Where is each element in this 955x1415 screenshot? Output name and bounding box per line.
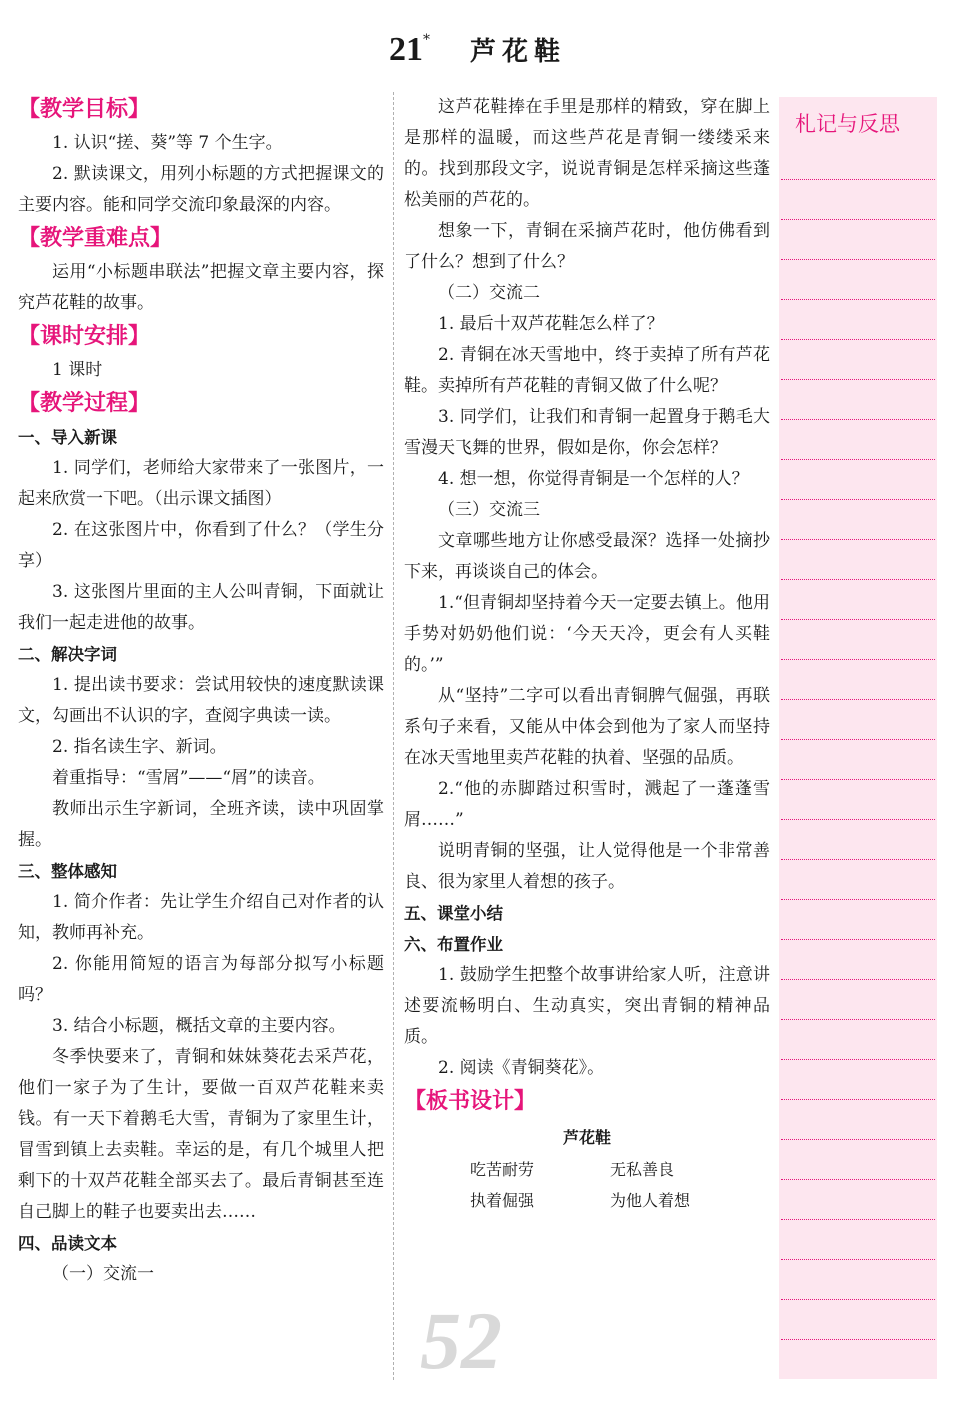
paragraph: 3. 结合小标题，概括文章的主要内容。 (52, 1016, 346, 1036)
paragraph: 想象一下，青铜在采摘芦花时，他仿佛看到了什么？想到了什么？ (404, 221, 770, 272)
section-head-process: 【教学过程】 (18, 391, 151, 416)
board-row (404, 1154, 770, 1185)
goal-item: 2. 默读课文，用列小标题的方式把握课文的主要内容。能和同学交流印象最深的内容。 (18, 164, 384, 215)
notes-ruled-line (781, 259, 935, 260)
notes-ruled-line (781, 379, 935, 380)
sub-heading: （二）交流二 (438, 283, 540, 303)
lesson-number: 21 (388, 31, 423, 68)
middle-column (404, 92, 770, 1216)
paragraph: 2. 在这张图片中，你看到了什么？（学生分享） (18, 520, 384, 571)
paragraph: 冬季快要来了，青铜和妹妹葵花去采芦花，他们一家子为了生计，要做一百双芦花鞋来卖钱。有一天下着鹅毛大雪，青铜为了家里生计，冒雪到镇上去卖鞋。幸运的是，有几个城里人把剩下的十双芦花鞋全部买去了。最后青铜甚至连自己脚上的鞋子也要卖出去…… (18, 1047, 384, 1222)
board-cell: 无私善良 (610, 1160, 675, 1179)
paragraph: 这芦花鞋捧在手里是那样的精致，穿在脚上是那样的温暖，而这些芦花是青铜一缕缕采来的。找到那段文字，说说青铜是怎样采摘这些蓬松美丽的芦花的。 (404, 97, 770, 210)
notes-ruled-line (781, 179, 935, 180)
notes-ruled-line (781, 779, 935, 780)
notes-ruled-line (781, 1059, 935, 1060)
notes-ruled-line (781, 539, 935, 540)
sub-heading: （一）交流一 (52, 1264, 154, 1284)
notes-ruled-line (781, 1299, 935, 1300)
board-title: 芦花鞋 (562, 1128, 611, 1147)
notes-ruled-line (781, 339, 935, 340)
notes-panel-title: 札记与反思 (795, 112, 900, 136)
board-cell: 执着倔强 (470, 1191, 535, 1210)
lesson-title: 芦花鞋 (469, 37, 566, 67)
paragraph: 1. 同学们，老师给大家带来了一张图片，一起来欣赏一下吧。（出示课文插图） (18, 458, 384, 509)
excerpt: 1.“但青铜却坚持着今天一定要去镇上。他用手势对奶奶他们说：‘今天天冷，更会有人买鞋的。’” (404, 593, 770, 675)
step-title: 四、品读文本 (18, 1234, 117, 1253)
notes-ruled-line (781, 819, 935, 820)
page-number: 52 (420, 1295, 502, 1386)
board-cell: 为他人着想 (610, 1191, 691, 1210)
paragraph: 着重指导：“雪屑”——“屑”的读音。 (52, 768, 325, 788)
notes-ruled-line (781, 619, 935, 620)
paragraph: 3. 这张图片里面的主人公叫青铜，下面就让我们一起走进他的故事。 (18, 582, 384, 633)
question-item: 3. 同学们，让我们和青铜一起置身于鹅毛大雪漫天飞舞的世界，假如是你，你会怎样？ (404, 407, 770, 458)
step-title: 一、导入新课 (18, 428, 117, 447)
paragraph: 2. 你能用简短的语言为每部分拟写小标题吗？ (18, 954, 384, 1005)
notes-ruled-line (781, 1219, 935, 1220)
notes-panel (779, 97, 937, 1379)
board-cell: 吃苦耐劳 (470, 1160, 535, 1179)
notes-ruled-line (781, 219, 935, 220)
notes-ruled-line (781, 419, 935, 420)
excerpt-note: 从“坚持”二字可以看出青铜脾气倔强，再联系句子来看，又能从中体会到他为了家人而坚持在冰天雪地里卖芦花鞋的执着、坚强的品质。 (404, 686, 770, 768)
step-title: 二、解决字词 (18, 645, 117, 664)
notes-ruled-line (781, 979, 935, 980)
left-column (18, 92, 384, 1290)
notes-ruled-line (781, 1139, 935, 1140)
section-head-board: 【板书设计】 (404, 1089, 537, 1114)
paragraph: 2. 指名读生字、新词。 (52, 737, 227, 757)
notes-ruled-line (781, 659, 935, 660)
section-head-schedule: 【课时安排】 (18, 324, 151, 349)
optional-star: * (422, 32, 430, 48)
notes-ruled-line (781, 699, 935, 700)
notes-ruled-line (781, 1259, 935, 1260)
goal-item: 1. 认识“搓、葵”等 7 个生字。 (52, 133, 283, 153)
notes-ruled-line (781, 299, 935, 300)
step-title: 六、布置作业 (404, 935, 503, 954)
lesson-title-bar (0, 16, 955, 68)
notes-ruled-line (781, 859, 935, 860)
board-row (404, 1185, 770, 1216)
key-points-text: 运用“小标题串联法”把握文章主要内容，探究芦花鞋的故事。 (18, 262, 384, 313)
schedule-text: 1 课时 (52, 360, 103, 380)
notes-ruled-line (781, 1099, 935, 1100)
paragraph: 文章哪些地方让你感受最深？选择一处摘抄下来，再谈谈自己的体会。 (404, 531, 770, 582)
step-title: 三、整体感知 (18, 862, 117, 881)
homework-item: 1. 鼓励学生把整个故事讲给家人听，注意讲述要流畅明白、生动真实，突出青铜的精神品质。 (404, 965, 770, 1047)
sub-heading: （三）交流三 (438, 500, 540, 520)
notes-ruled-line (781, 1179, 935, 1180)
paragraph: 教师出示生字新词，全班齐读，读中巩固掌握。 (18, 799, 384, 850)
column-divider (393, 92, 394, 1380)
paragraph: 1. 提出读书要求：尝试用较快的速度默读课文，勾画出不认识的字，查阅字典读一读。 (18, 675, 384, 726)
notes-ruled-line (781, 899, 935, 900)
notes-ruled-line (781, 939, 935, 940)
notes-ruled-line (781, 579, 935, 580)
question-item: 4. 想一想，你觉得青铜是一个怎样的人？ (438, 469, 749, 489)
homework-item: 2. 阅读《青铜葵花》。 (438, 1058, 605, 1078)
notes-ruled-line (781, 1019, 935, 1020)
paragraph: 1. 简介作者：先让学生介绍自己对作者的认知，教师再补充。 (18, 892, 384, 943)
notes-ruled-line (781, 739, 935, 740)
notes-ruled-line (781, 499, 935, 500)
step-title: 五、课堂小结 (404, 904, 503, 923)
excerpt: 2.“他的赤脚踏过积雪时，溅起了一蓬蓬雪屑……” (404, 779, 770, 830)
notes-ruled-line (781, 1339, 935, 1340)
notes-ruled-line (781, 459, 935, 460)
section-head-goals: 【教学目标】 (18, 97, 151, 122)
excerpt-note: 说明青铜的坚强，让人觉得他是一个非常善良、很为家里人着想的孩子。 (404, 841, 770, 892)
question-item: 1. 最后十双芦花鞋怎么样了？ (438, 314, 664, 334)
question-item: 2. 青铜在冰天雪地中，终于卖掉了所有芦花鞋。卖掉所有芦花鞋的青铜又做了什么呢？ (404, 345, 770, 396)
section-head-key-points: 【教学重难点】 (18, 226, 173, 251)
